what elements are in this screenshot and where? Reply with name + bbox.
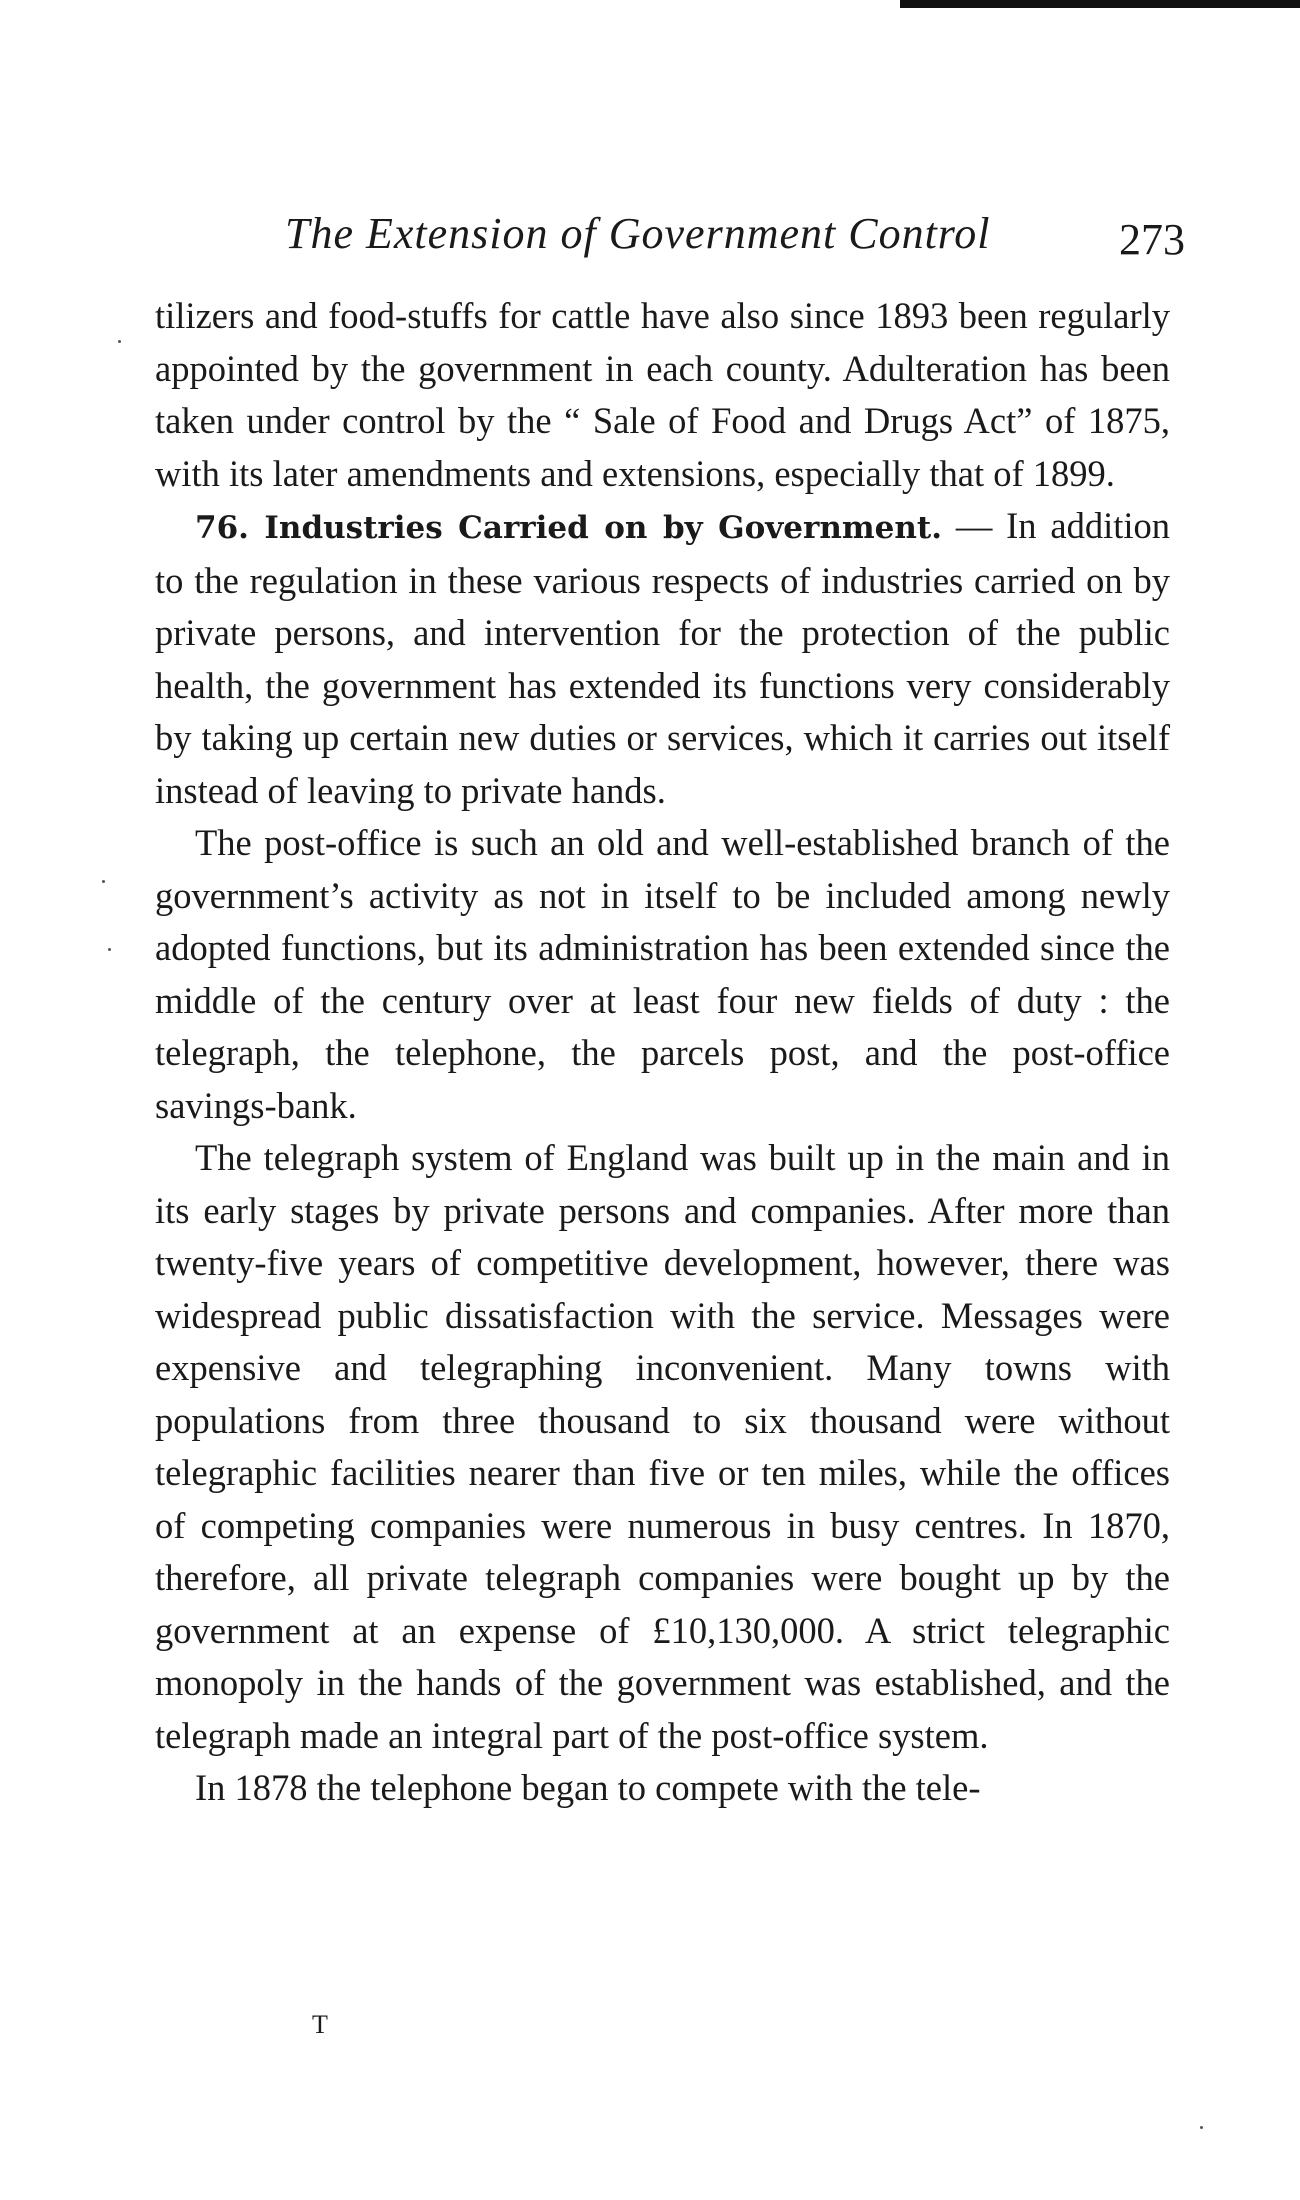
running-title: The Extension of Government Control [285,209,991,258]
paper-speck [1200,2126,1203,2129]
section-heading: 76. Industries Carried on by Government. [195,510,943,546]
paragraph-telegraph [155,1132,1170,1762]
paragraph-text: In 1878 the telephone began to compete with the tele- [195,1767,981,1808]
paragraph-text: The telegraph system of England was built up in the main and in its early stages by private persons and companies. After more than twenty-five years of competitive development, however, there was widespread public dissatisfaction with the service. Messages were expensive and telegraphing inconvenient. Many towns with populations from three thousand to six thousand were without telegraphic facilities nearer than five or ten miles, while the offices of competing companies were numerous in busy centres. In 1870, therefore, all private telegraph companies were bought up by the government at an expense of £10,130,000. A strict telegraphic monopoly in the hands of the government was established, and the telegraph made an integral part of the post-office system. [155,1137,1170,1756]
paper-speck [108,948,111,951]
paragraph-section-76 [155,500,1170,817]
paragraph-text: The post-office is such an old and well-established branch of the government’s activity as not in itself to be included among newly adopted functions, but its administration has been extended since the middle of the century over at least four new fields of duty : the telegraph, the telephone, the parcels post, and the post-office savings-bank. [155,822,1170,1126]
paragraph-telephone [155,1762,1170,1815]
body-text [155,290,1170,1815]
paragraph-text: tilizers and food-stuffs for cattle have also since 1893 been regularly appointed by the government in each county. Adulteration has been taken under control by the “ Sale of Food and Drugs Act” of 1875, with its later amendments and extensions, especially that of 1899. [155,295,1170,494]
paragraph-post-office [155,817,1170,1132]
paper-speck [102,880,105,883]
page-header [285,208,1185,268]
paragraph-text: — In addition to the regulation in these various respects of industries carried on by private persons, and intervention for the protection of the public health, the government has extended its functions very considerably by taking up certain new duties or services, which it carries out itself instead of leaving to private hands. [155,505,1170,811]
signature-mark: T [312,2010,328,2039]
top-edge-rule [900,0,1300,8]
page-number: 273 [1119,215,1185,264]
paragraph-continuation [155,290,1170,500]
paper-speck [118,340,121,343]
